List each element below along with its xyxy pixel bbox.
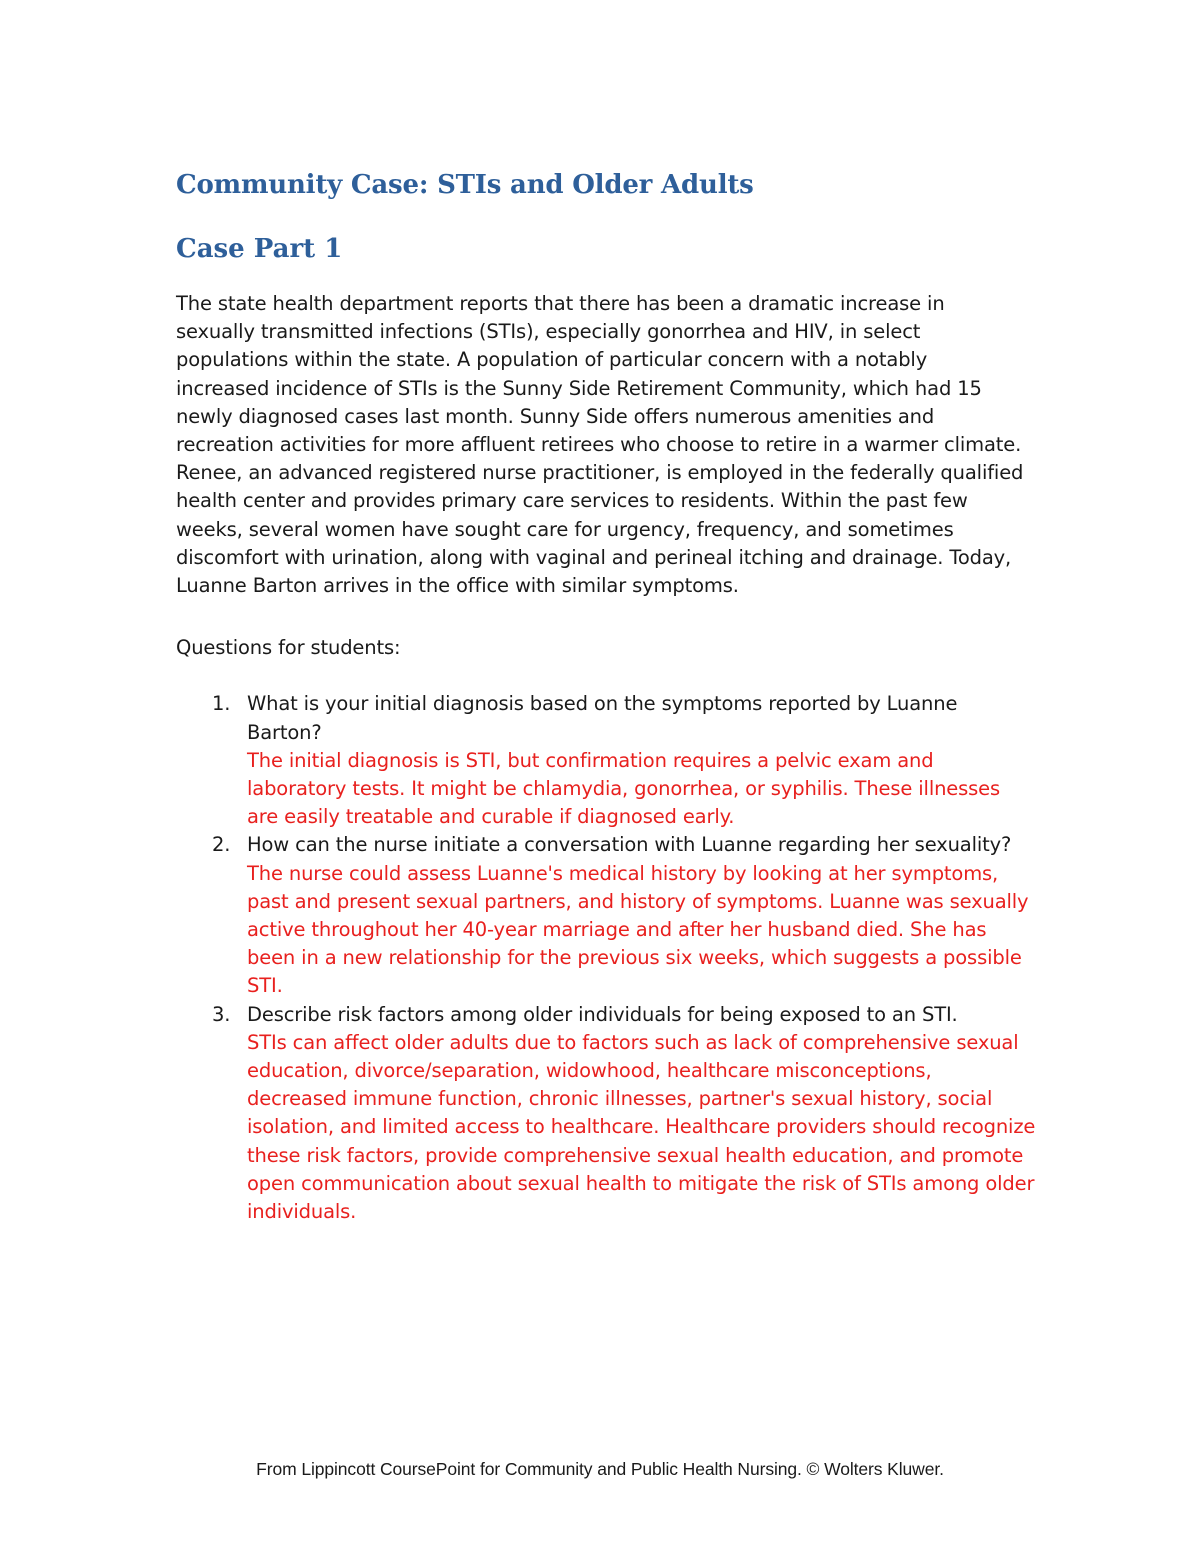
- question-text: What is your initial diagnosis based on the symptoms reported by Luanne Barton?: [247, 692, 958, 744]
- page-footer: From Lippincott CoursePoint for Community and Public Health Nursing. © Wolters Kluwer.: [256, 1459, 944, 1479]
- question-number: 2.: [212, 833, 231, 857]
- questions-heading: Questions for students:: [176, 636, 401, 660]
- question-item: [176, 690, 1037, 831]
- case-part-heading: Case Part 1: [176, 234, 343, 264]
- question-number: 1.: [212, 692, 231, 716]
- questions-list: [176, 690, 1036, 1226]
- question-item: [176, 1001, 1037, 1227]
- question-text: Describe risk factors among older individuals for being exposed to an STI.: [247, 1002, 958, 1026]
- answer-text: STIs can affect older adults due to factors such as lack of comprehensive sexual education, divorce/separation, widowhood, healthcare misconceptions, decreased immune function, chronic illnesses, partner's sexual history, social isolation, and limited access to healthcare. Healthcare providers should recognize these risk factors, provide comprehensive sexual health education, and promote open communication about sexual health to mitigate the risk of STIs among older individuals.: [247, 1030, 1036, 1224]
- question-number: 3.: [212, 1002, 231, 1026]
- document-content: [176, 166, 1036, 1226]
- answer-text: The nurse could assess Luanne's medical history by looking at her symptoms, past and present sexual partners, and history of symptoms. Luanne was sexually active throughout her 40-year marriage and after her husband died. She has been in a new relationship for the previous six weeks, which suggests a possible STI.: [247, 861, 1029, 998]
- answer-text: The initial diagnosis is STI, but confirmation requires a pelvic exam and laboratory tests. It might be chlamydia, gonorrhea, or syphilis. These illnesses are easily treatable and curable if diagnosed early.: [247, 748, 1001, 829]
- case-description: The state health department reports that there has been a dramatic increase in sexually transmitted infections (STIs), especially gonorrhea and HIV, in select populations within the state. A population of particular concern with a notably increased incidence of STIs is the Sunny Side Retirement Community, which had 15 newly diagnosed cases last month. Sunny Side offers numerous amenities and recreation activities for more affluent retirees who choose to retire in a warmer climate. Renee, an advanced registered nurse practitioner, is employed in the federally qualified health center and provides primary care services to residents. Within the past few weeks, several women have sought care for urgency, frequency, and sometimes discomfort with urination, along with vaginal and perineal itching and drainage. Today, Luanne Barton arrives in the office with similar symptoms.: [176, 292, 1024, 598]
- question-item: [176, 831, 1037, 1000]
- document-title: Community Case: STIs and Older Adults: [176, 170, 754, 200]
- question-text: How can the nurse initiate a conversation with Luanne regarding her sexuality?: [247, 833, 1012, 857]
